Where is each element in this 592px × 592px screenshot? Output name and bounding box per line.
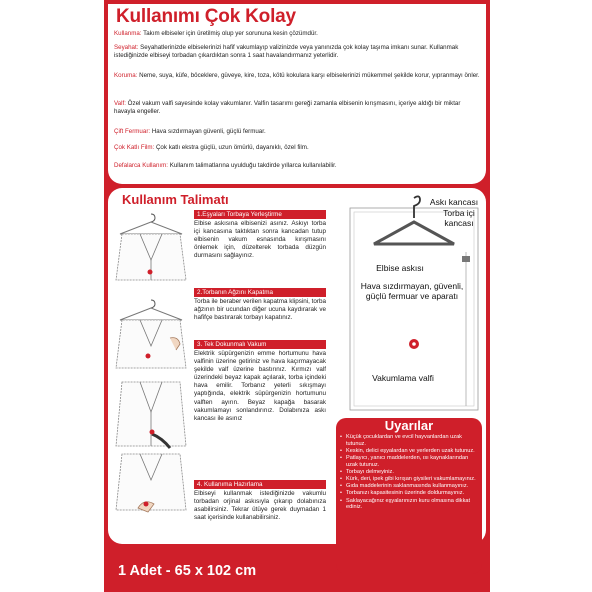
instructions-panel — [108, 188, 486, 544]
feature-label: Kullanma: — [114, 30, 142, 37]
step-1-text: Elbise askısına elbisenizi asınız. Askıyı torba içi kancasına taktıktan sonra kancadan tutup elbisenin vakum esnasında kırışmasını önlemek için, düzelterek torbada düzgün durmasını sağlayınız. — [194, 220, 326, 260]
step-4-heading: 4. Kullanıma Hazırlama — [194, 480, 326, 489]
feature-text: Neme, suya, küfe, böceklere, güveye, kire, toza, kötü kokulara karşı elbiselerinizi mükemmel şekilde korur, yıpranmayı önler. — [139, 72, 480, 79]
warning-item: • Patlayıcı, yanıcı maddelerden, ısı kaynaklarından uzak tutunuz. — [340, 455, 480, 468]
warnings-title: Uyarılar — [384, 418, 434, 433]
step-3-text: Elektrik süpürgenizin emme hortumunu hava valfinin üzerine getiriniz ve hava kaçırmayacak şekilde valf üzerine bastırınız. Kırmızı valf üzerindeki beyaz kapak açılarak, torba içindeki hava emilir. Torbanız yeterli sıkışmayı yaptığında, elektrik süpürgenizin hortumunu valften ayırın. Beyaz kapağa basarak vakumlamayı sonlandırınız. Dolabınıza askı kancası ile asınız — [194, 350, 326, 422]
warning-item: • Gıda maddelerinin saklanmasında kullanmayınız. — [340, 483, 480, 490]
feature-text: Özel vakum valfi sayesinde kolay vakumlanır. Valfin tasarımı gereği zamanla elbisenin kırışmasını, içeriye aldığı bir miktar havayla engeller. — [114, 100, 461, 115]
warnings-list — [340, 434, 480, 511]
feature-film — [114, 144, 480, 152]
feature-valve — [114, 100, 480, 115]
feature-text: Hava sızdırmayan güvenli, güçlü fermuar. — [151, 128, 266, 135]
feature-zipper — [114, 128, 480, 136]
feature-text: Seyahatlerinizde elbiselerinizi hafif vakumlayıp valizinizde veya yanınızda çok kolay taşıma imkanı sunar. Kullanmak istediğinizde elbiseyi torbadan çıkardıktan sonra 1 saat havalandırmanız yeterlidir. — [114, 44, 459, 59]
inner-hook-label: Torba içi kancası — [443, 208, 475, 228]
zipper-icon — [462, 256, 470, 262]
step-2-text: Torba ile beraber verilen kapatma klipsini, torba ağzının bir ucundan diğer ucuna kaydırarak ve hafifçe bastırarak torbayı kapatınız. — [194, 298, 326, 322]
feature-reuse — [114, 162, 480, 170]
page-title: Kullanımı Çok Kolay — [116, 6, 296, 27]
step-3-heading: 3. Tek Dokunmalı Vakum — [194, 340, 326, 349]
feature-text: Takım elbiseler için üretilmiş olup yer sorununa kesin çözümdür. — [143, 30, 318, 37]
warnings-box — [336, 418, 482, 574]
warning-item: • Saklayacağınız eşyalarınızın kuru olmasına dikkat ediniz. — [340, 498, 480, 511]
feature-usage — [114, 30, 480, 38]
feature-label: Seyahat: — [114, 44, 139, 51]
product-size: 1 Adet - 65 x 102 cm — [118, 563, 257, 579]
suit-hanger-illustration — [112, 210, 190, 290]
feature-travel — [114, 44, 480, 59]
hanger-label: Elbise askısı — [376, 263, 424, 273]
feature-label: Çift Fermuar: — [114, 128, 151, 135]
warning-item: • Torbanızı kapasitesinin üzerinde doldurmayınız. — [340, 490, 480, 497]
features-panel — [108, 4, 486, 184]
closing-bag-illustration — [112, 294, 190, 374]
warning-item: • Torbayı delmeyiniz. — [340, 469, 480, 476]
feature-label: Defalarca Kullanım: — [114, 162, 168, 169]
step-2-heading: 2.Torbanın Ağzını Kapatma — [194, 288, 326, 297]
feature-text: Çok katlı ekstra güçlü, uzun ömürlü, dayanıklı, özel film. — [155, 144, 309, 151]
instructions-title: Kullanım Talimatı — [122, 192, 229, 207]
vacuum-illustration — [112, 372, 190, 452]
step-1-heading: 1.Eşyaları Torbaya Yerleştirme — [194, 210, 326, 219]
step-4-text: Elbiseyi kullanmak istediğinizde vakumlu torbadan orjinal askısıyla çıkarıp dolabınıza asabilirsiniz. Tekrar ütüye gerek duymadan 1 saat içerisinde kullanabilirsiniz. — [194, 490, 326, 522]
feature-protection — [114, 72, 480, 80]
feature-label: Koruma: — [114, 72, 138, 79]
hook-label: Askı kancası — [429, 197, 479, 207]
warning-item: • Kürk, deri, ipek gibi kırışan giysileri vakumlamayınız. — [340, 476, 480, 483]
warning-item: • Küçük çocuklardan ve evcil hayvanlardan uzak tutunuz. — [340, 434, 480, 447]
valve-label: Vakumlama valfi — [372, 373, 434, 383]
warning-item: • Keskin, delici eşyalardan ve yerlerden uzak tutunuz. — [340, 448, 480, 455]
feature-text: Kullanım talimatlarına uyulduğu takdirde yıllarca kullanılabilir. — [169, 162, 337, 169]
zipper-label: Hava sızdırmayan, güvenli, güçlü fermuar ve aparatı — [360, 281, 464, 301]
unpacking-illustration — [112, 450, 190, 530]
feature-label: Çok Katlı Film: — [114, 144, 155, 151]
feature-label: Valf: — [114, 100, 126, 107]
